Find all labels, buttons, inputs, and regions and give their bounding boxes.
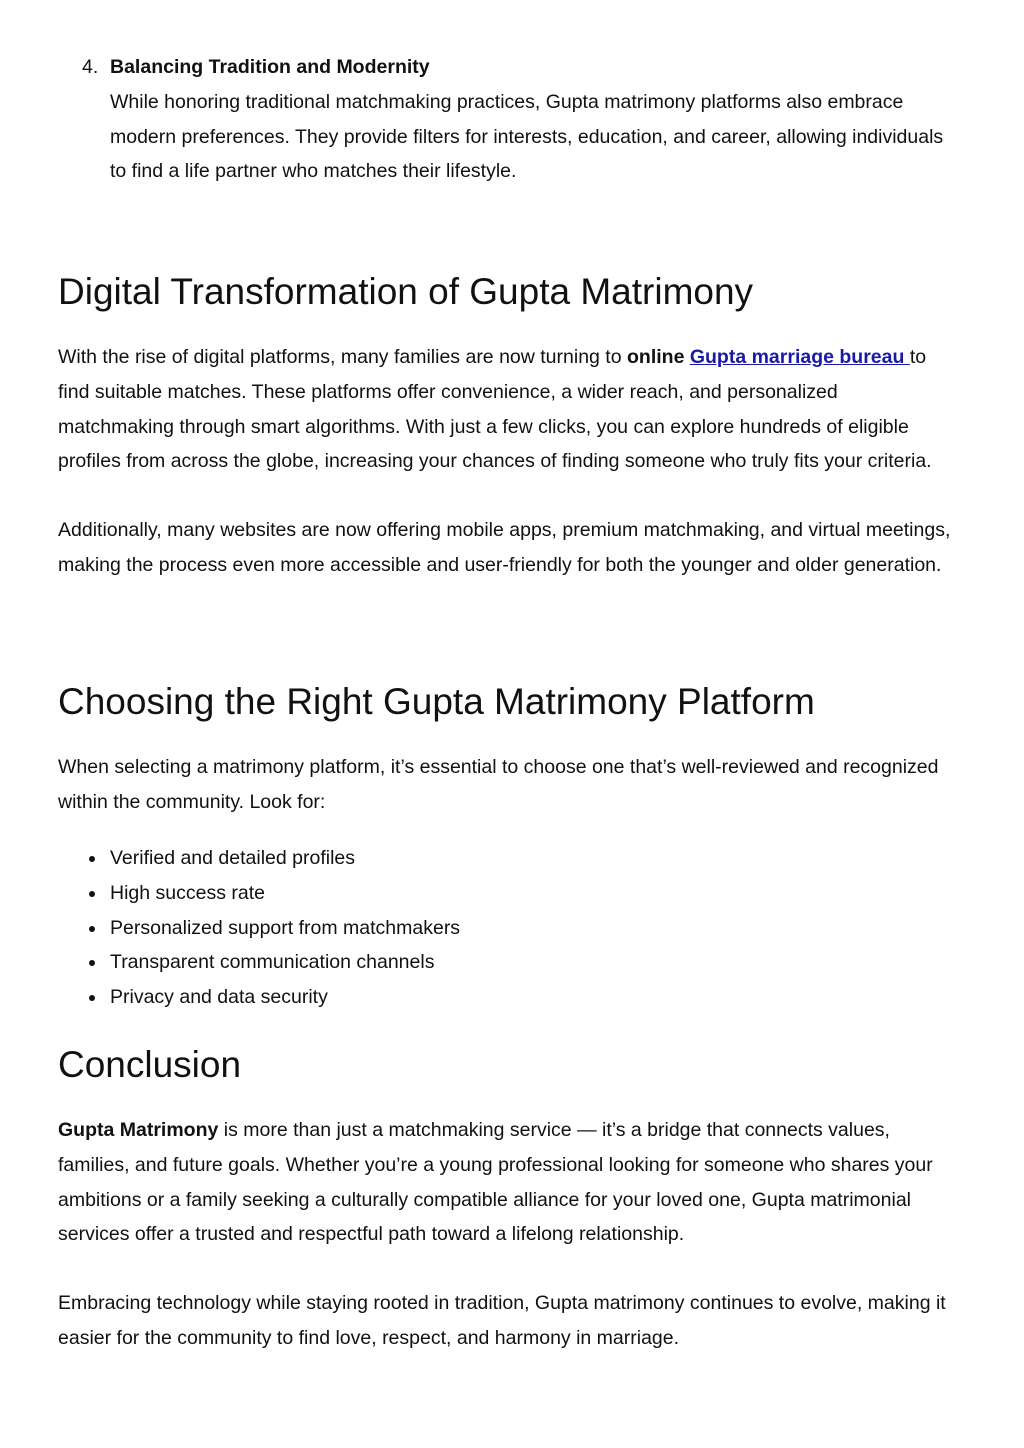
list-item-number: 4. [82,56,99,78]
list-item-label: Personalized support from matchmakers [110,916,461,939]
list-item-label: Verified and detailed profiles [110,847,355,869]
bullet-icon [89,960,95,966]
list-item [58,841,958,876]
list-item [58,876,958,911]
list-item-body [110,50,950,189]
bold-online: online [627,346,685,368]
bullet-icon [89,856,95,862]
heading-choosing-platform: Choosing the Right Gupta Matrimony Platform [58,681,815,722]
paragraph-digital-rise [58,340,958,479]
heading-conclusion: Conclusion [58,1044,242,1085]
bullet-icon [89,926,95,932]
paragraph-text: is more than just a matchmaking service — it’s a bridge that connects values, families, and future goals. Whether you’re a young professional looking for someone who shares your ambitions or a family seeking a culturally compatible alliance for your loved one, Gupta matrimonial services offer a trusted and respectful path toward a lifelong relationship. [58,1119,933,1246]
list-item [58,980,958,1015]
paragraph-text: to find suitable matches. These platforms offer convenience, a wider reach, and personalized matchmaking through smart algorithms. With just a few clicks, you can explore hundreds of eligible profiles from across the globe, increasing your chances of finding someone who truly fits your criteria. [58,346,932,473]
paragraph-digital-additionally: Additionally, many websites are now offering mobile apps, premium matchmaking, and virtual meetings, making the process even more accessible and user-friendly for both the younger and older generation. [58,519,951,576]
criteria-list [58,841,958,1015]
heading-digital-transformation: Digital Transformation of Gupta Matrimony [58,271,754,312]
list-item-title: Balancing Tradition and Modernity [110,56,430,78]
list-item [58,911,958,946]
list-item-label: High success rate [110,881,265,904]
list-item-label: Privacy and data security [110,986,328,1009]
list-item [58,945,958,980]
list-item-text: While honoring traditional matchmaking practices, Gupta matrimony platforms also embrace modern preferences. They provide filters for interests, education, and career, allowing individuals to find a life partner who matches their lifestyle. [110,90,944,183]
paragraph-conclusion-main [58,1113,958,1252]
paragraph-choosing-intro: When selecting a matrimony platform, it’s essential to choose one that’s well-reviewed and recognized within the community. Look for: [58,756,939,813]
paragraph-conclusion-embracing: Embracing technology while staying rooted in tradition, Gupta matrimony continues to evolve, making it easier for the community to find love, respect, and harmony in marriage. [58,1292,946,1349]
bold-gupta-matrimony: Gupta Matrimony [58,1119,219,1141]
bullet-icon [89,995,95,1001]
list-item-label: Transparent communication channels [110,951,435,974]
gupta-marriage-bureau-link[interactable]: Gupta marriage bureau [689,346,910,368]
paragraph-text: With the rise of digital platforms, many families are now turning to [58,346,627,368]
bullet-icon [89,891,95,897]
